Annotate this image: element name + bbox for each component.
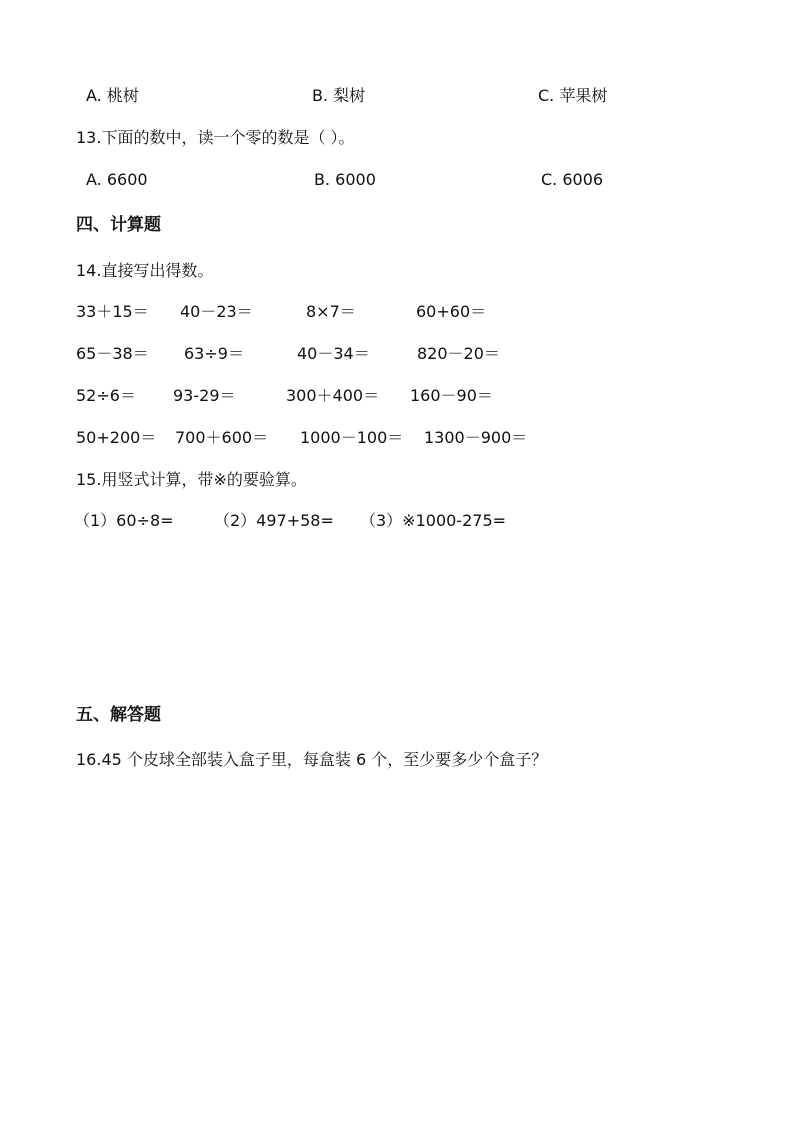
q13-option-c: C. 6006 [541,170,604,189]
q14-item: 8×7＝ [306,302,356,321]
q16-stem: 16.45 个皮球全部装入盒子里，每盒装 6 个，至少要多少个盒子？ [76,750,548,769]
q14-item: 52÷6＝ [76,386,136,405]
q14-item: 60+60＝ [416,302,487,321]
q15-item-3: （3）※1000-275= [360,511,507,530]
q13-option-a: A. 6600 [86,170,148,189]
q15-item-1: （1）60÷8= [74,511,174,530]
q14-item: 33＋15＝ [76,302,149,321]
q14-item: 65－38＝ [76,344,149,363]
q12-option-b: B. 梨树 [312,86,366,105]
q14-item: 40－23＝ [180,302,253,321]
q15-stem: 15.用竖式计算，带※的要验算。 [76,470,307,489]
q14-item: 700＋600＝ [175,428,269,447]
q14-item: 160－90＝ [410,386,493,405]
q14-item: 63÷9＝ [184,344,244,363]
q15-item-2: （2）497+58= [214,511,334,530]
q14-item: 820－20＝ [417,344,500,363]
q14-item: 93-29＝ [173,386,236,405]
q14-item: 50+200＝ [76,428,157,447]
section-5-heading: 五、解答题 [76,705,161,725]
q14-stem: 14.直接写出得数。 [76,261,214,280]
q13-option-b: B. 6000 [314,170,376,189]
q13-stem: 13.下面的数中，读一个零的数是（ ）。 [76,128,355,147]
q14-item: 1300－900＝ [424,428,528,447]
section-4-heading: 四、计算题 [76,215,161,235]
q14-item: 1000－100＝ [300,428,404,447]
q14-item: 40－34＝ [297,344,370,363]
q12-option-c: C. 苹果树 [538,86,608,105]
q14-item: 300＋400＝ [286,386,380,405]
q12-option-a: A. 桃树 [86,86,139,105]
